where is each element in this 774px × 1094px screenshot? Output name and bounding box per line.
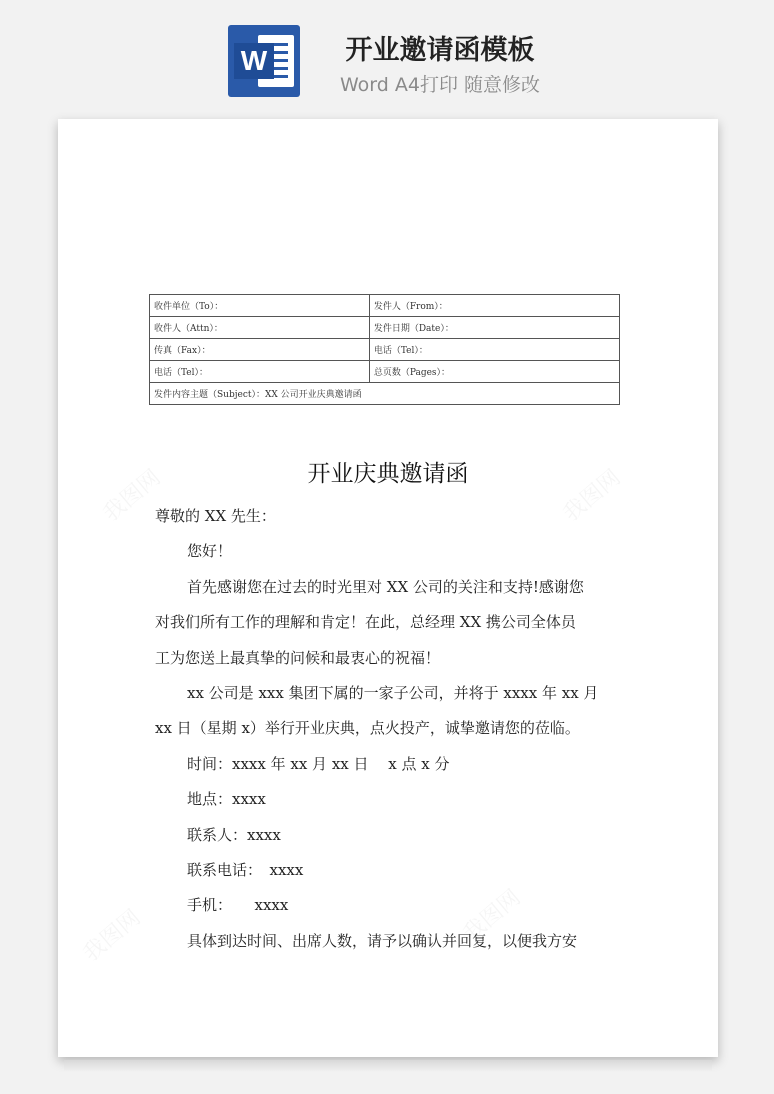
table-row — [150, 383, 620, 405]
document-title: 开业庆典邀请函 — [307, 461, 469, 487]
page-subtitle: Word A4打印 随意修改 — [339, 74, 540, 96]
table-row — [150, 317, 620, 339]
paragraph-line: 首先感谢您在过去的时光里对 XX 公司的关注和支持!感谢您 — [187, 577, 584, 596]
table-cell: 发件人（From）： — [369, 295, 619, 317]
table-row — [150, 339, 620, 361]
fax-cover-table — [149, 294, 620, 405]
subject-cell: 发件内容主题（Subject）：XX 公司开业庆典邀请函 — [150, 383, 620, 405]
greeting: 您好！ — [187, 542, 233, 561]
table-cell: 传真（Fax）： — [150, 339, 370, 361]
paragraph-line: 工为您送上最真挚的问候和最衷心的祝福！ — [155, 648, 441, 667]
table-cell: 总页数（Pages）： — [369, 361, 619, 383]
word-doc-icon — [228, 25, 300, 97]
header — [0, 0, 774, 110]
table-cell: 发件日期（Date）： — [369, 317, 619, 339]
table-cell: 电话（Tel）： — [150, 361, 370, 383]
paragraph-line: 对我们所有工作的理解和肯定！在此，总经理 XX 携公司全体员 — [155, 613, 576, 632]
page-title: 开业邀请函模板 — [345, 35, 535, 66]
contact-phone: 联系电话： xxxx — [187, 861, 304, 880]
word-letter: W — [234, 43, 274, 79]
salutation: 尊敬的 XX 先生： — [155, 507, 276, 525]
watermark — [76, 901, 146, 967]
mobile-phone: 手机： xxxx — [187, 896, 289, 915]
table-row — [150, 295, 620, 317]
table-cell: 收件单位（To）： — [150, 295, 370, 317]
event-location: 地点：xxxx — [187, 790, 266, 809]
event-time: 时间：xxxx 年 xx 月 xx 日 x 点 x 分 — [187, 754, 450, 773]
table-cell: 电话（Tel）： — [369, 339, 619, 361]
document-page — [58, 119, 718, 1057]
table-cell: 收件人（Attn）： — [150, 317, 370, 339]
paragraph-line: 具体到达时间、出席人数，请予以确认并回复，以便我方安 — [187, 931, 578, 950]
document-body — [155, 499, 621, 959]
paragraph-line: xx 日（星期 x）举行开业庆典，点火投产，诚挚邀请您的莅临。 — [155, 719, 580, 738]
contact-person: 联系人：xxxx — [187, 825, 281, 844]
table-row — [150, 361, 620, 383]
page-shadow — [64, 1060, 712, 1072]
paragraph-line: xx 公司是 xxx 集团下属的一家子公司，并将于 xxxx 年 xx 月 — [187, 684, 599, 703]
